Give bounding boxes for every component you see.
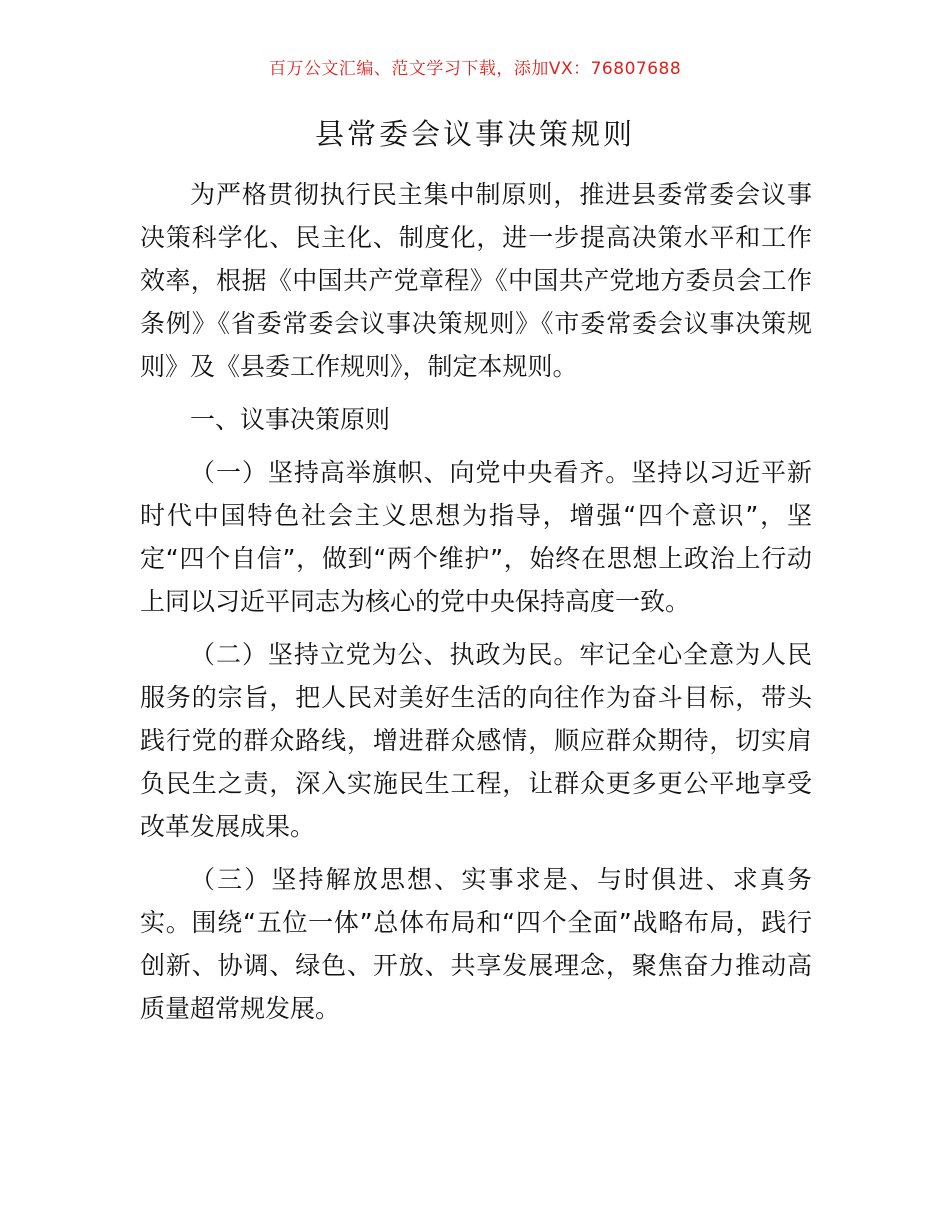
principle-item-1: （一）坚持高举旗帜、向党中央看齐。坚持以习近平新时代中国特色社会主义思想为指导，增强“四个意识”，坚定“四个自信”，做到“两个维护”，始终在思想上政治上行动上同以习近平同志为核心的党中央保持高度一致。 <box>140 458 812 616</box>
header-note: 百万公文汇编、范文学习下载，添加VX：76807688 <box>268 59 682 79</box>
section-heading: 一、议事决策原则 <box>190 405 391 434</box>
document-body <box>140 173 812 1030</box>
document-title: 县常委会议事决策规则 <box>314 117 635 151</box>
principle-item-2: （二）坚持立党为公、执政为民。牢记全心全意为人民服务的宗旨，把人民对美好生活的向往作为奋斗目标，带头践行党的群众路线，增进群众感情，顺应群众期待，切实肩负民生之责，深入实施民生工程，让群众更多更公平地享受改革发展成果。 <box>140 640 812 841</box>
principle-item-3: （三）坚持解放思想、实事求是、与时俱进、求真务实。围绕“五位一体”总体布局和“四个全面”战略布局，践行创新、协调、绿色、开放、共享发展理念，聚焦奋力推动高质量超常规发展。 <box>140 865 812 1023</box>
intro-paragraph: 为严格贯彻执行民主集中制原则，推进县委常委会议事决策科学化、民主化、制度化，进一步提高决策水平和工作效率，根据《中国共产党章程》《中国共产党地方委员会工作条例》《省委常委会议事决策规则》《市委常委会议事决策规则》及《县委工作规则》，制定本规则。 <box>140 180 812 381</box>
